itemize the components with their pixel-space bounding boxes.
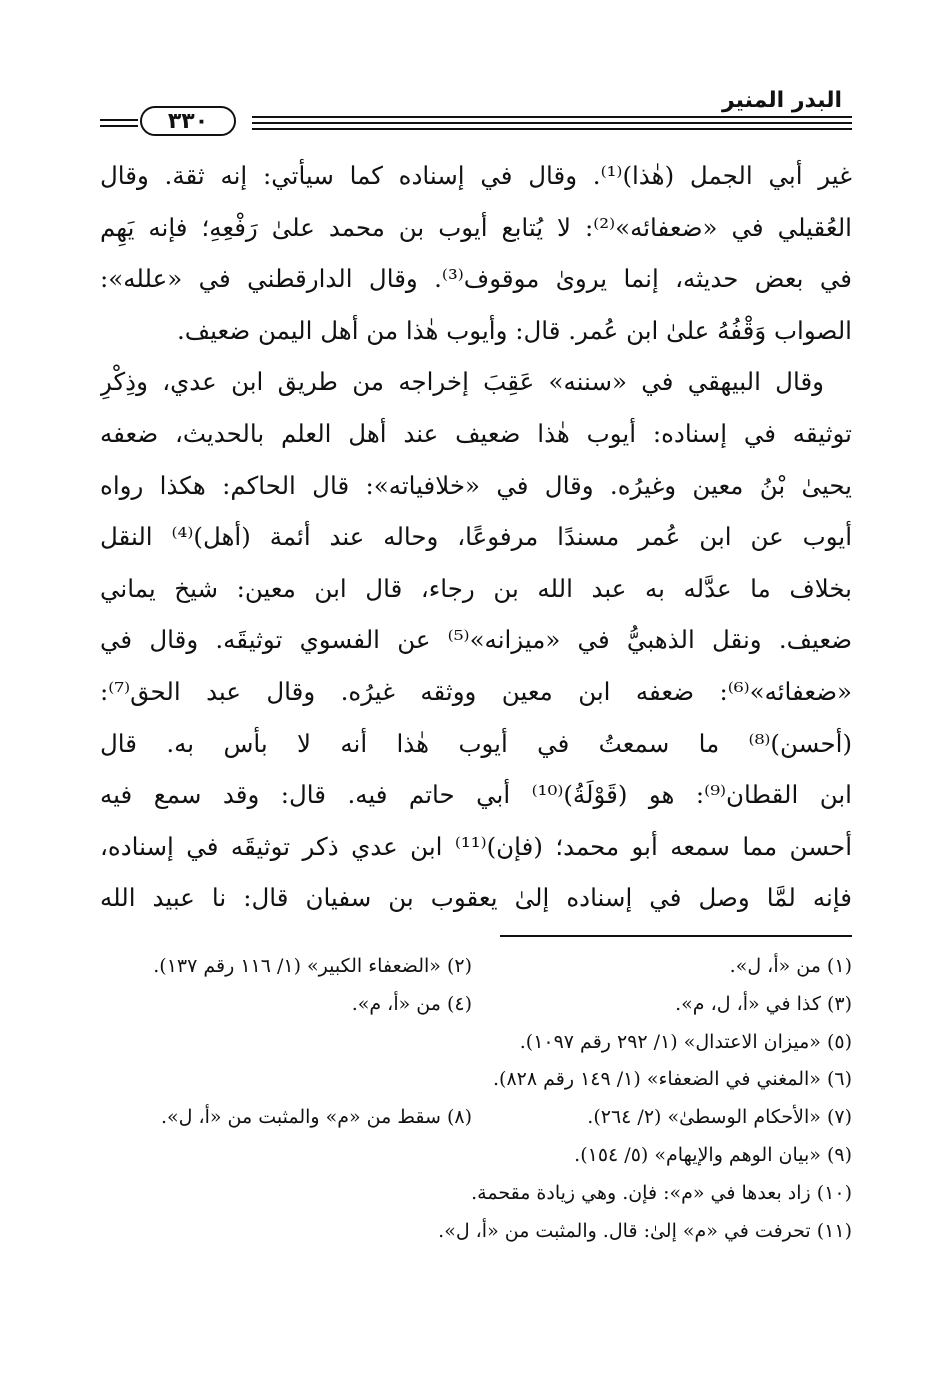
footnote-row	[100, 948, 852, 986]
footnote: (٩) «بيان الوهم والإيهام» (٥/ ١٥٤).	[574, 1143, 852, 1166]
footnotes	[100, 948, 852, 1250]
text-line: توثيقه في إسناده: أيوب هٰذا ضعيف عند أهل العلم بالحديث، ضعفه	[100, 418, 852, 448]
footnote: (٤) من «أ، م».	[351, 992, 472, 1015]
text-line: ابن القطان⁽⁹⁾: هو (قَوْلَةُ)⁽¹⁰⁾ أبي حاتم فيه. قال: وقد سمع فيه	[100, 780, 852, 810]
header-rule	[252, 116, 852, 118]
footnote: (١٠) زاد بعدها في «م»: فإن. وهي زيادة مقحمة.	[471, 1181, 852, 1204]
text-line: «ضعفائه»⁽⁶⁾: ضعفه ابن معين ووثقه غيرُه. وقال عبد الحق⁽⁷⁾:	[100, 676, 852, 706]
footnote: (٨) سقط من «م» والمثبت من «أ، ل».	[160, 1106, 472, 1129]
footnote: (١) من «أ، ل».	[729, 955, 852, 977]
footnote: (٦) «المغني في الضعفاء» (١/ ١٤٩ رقم ٨٢٨).	[493, 1068, 852, 1091]
footnote-row	[100, 1061, 852, 1099]
text-line: في بعض حديثه، إنما يروىٰ موقوف⁽³⁾. وقال الدارقطني في «علله»:	[100, 264, 852, 294]
text-line: أيوب عن ابن عُمر مسندًا مرفوعًا، وحاله عند أئمة (أهل)⁽⁴⁾ النقل	[100, 522, 852, 552]
running-title: البدر المنير	[721, 88, 842, 113]
page-number: ٣٣٠	[140, 106, 236, 136]
header-rule-left	[100, 125, 138, 127]
text-line: فإنه لمَّا وصل في إسناده إلىٰ يعقوب بن سفيان قال: نا عبيد الله	[100, 883, 852, 913]
main-text	[100, 150, 852, 924]
header-rule-left	[100, 119, 138, 121]
text-line: (أحسن)⁽⁸⁾ ما سمعتُ في أيوب هٰذا أنه لا بأس به. قال	[100, 728, 852, 758]
text-line: غير أبي الجمل (هٰذا)⁽¹⁾. وقال في إسناده كما سيأتي: إنه ثقة. وقال	[100, 161, 852, 190]
text-line: بخلاف ما عدَّله به عبد الله بن رجاء، قال ابن معين: شيخ يماني	[100, 573, 852, 603]
footnote-row	[100, 1024, 852, 1062]
page-header	[100, 86, 852, 136]
footnote-separator	[500, 935, 852, 937]
text-line: ضعيف. ونقل الذهبيُّ في «ميزانه»⁽⁵⁾ عن الفسوي توثيقَه. وقال في	[100, 625, 852, 655]
footnote-row	[100, 1099, 852, 1137]
text-line: العُقيلي في «ضعفائه»⁽²⁾: لا يُتابع أيوب بن محمد علىٰ رَفْعِهِ؛ فإنه يَهِم	[100, 212, 852, 242]
text-line: الصواب وَقْفُهُ علىٰ ابن عُمر. قال: وأيوب هٰذا من أهل اليمن ضعيف.	[177, 315, 852, 345]
text-line: أحسن مما سمعه أبو محمد؛ (فإن)⁽¹¹⁾ ابن عدي ذكر توثيقَه في إسناده،	[100, 831, 852, 861]
footnote: (٣) كذا في «أ، ل، م».	[675, 992, 852, 1015]
text-line: يحيىٰ بْنُ معين وغيرُه. وقال في «خلافياته»: قال الحاكم: هكذا رواه	[100, 470, 852, 500]
footnote-row	[100, 1213, 852, 1251]
header-rule	[252, 128, 852, 130]
footnote: (٧) «الأحكام الوسطىٰ» (٢/ ٢٦٤).	[587, 1106, 852, 1129]
footnote-row	[100, 1175, 852, 1213]
footnote-row	[100, 1137, 852, 1175]
header-rule	[252, 122, 852, 124]
footnote-row	[100, 986, 852, 1024]
footnote: (٥) «ميزان الاعتدال» (١/ ٢٩٢ رقم ١٠٩٧).	[519, 1030, 852, 1053]
footnote: (١١) تحرفت في «م» إلىٰ: قال. والمثبت من «أ، ل».	[438, 1219, 852, 1242]
footnote: (٢) «الضعفاء الكبير» (١/ ١١٦ رقم ١٣٧).	[153, 955, 472, 977]
text-line: وقال البيهقي في «سننه» عَقِبَ إخراجه من طريق ابن عدي، وذِكْرِ	[100, 367, 824, 397]
